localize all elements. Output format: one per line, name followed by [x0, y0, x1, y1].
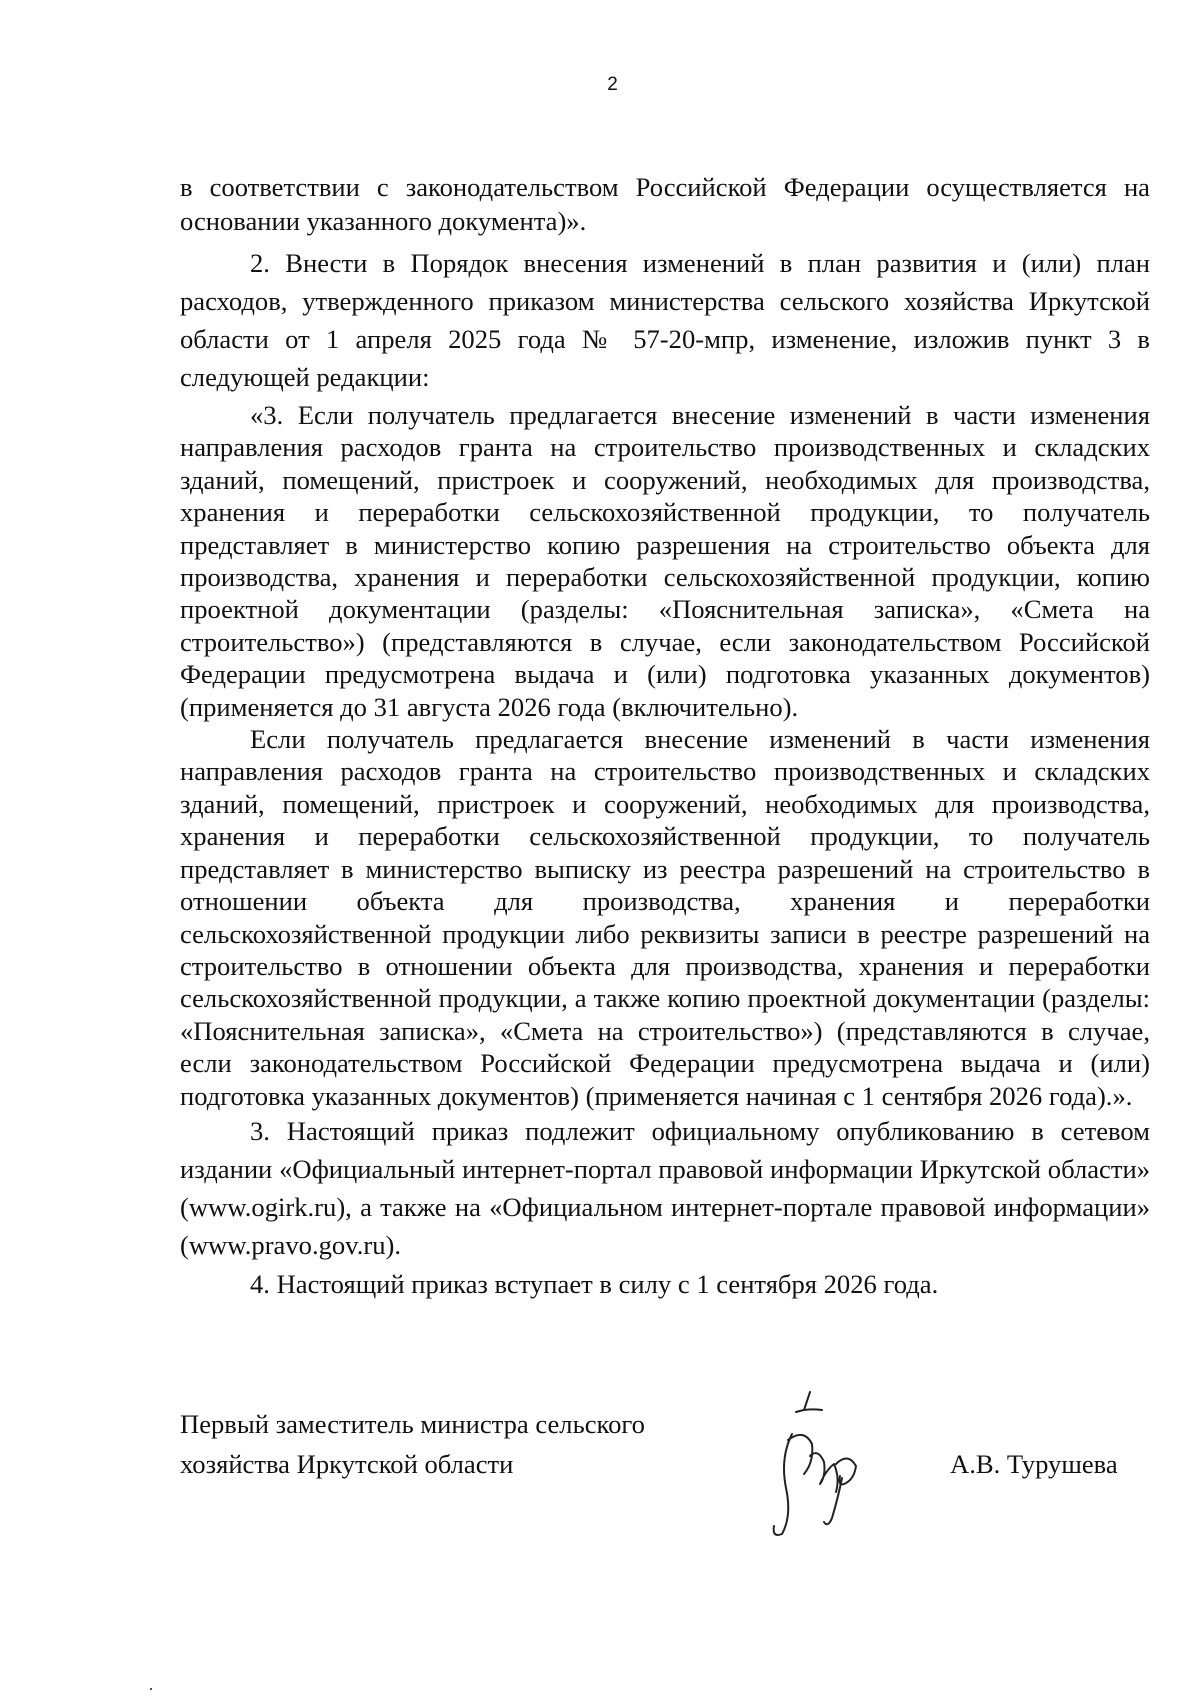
- page-number: 2: [607, 74, 618, 95]
- paragraph-quoted-item-3-part-2: Если получатель предлагается внесение изменений в части изменения направления расходов гранта на строительство производственных и складских зданий, помещений, пристроек и сооружений, необходимых для производства, хранения и переработки сельскохозяйственной продукции, то получатель представляет в министерство выписку из реестра разрешений на строительство в отношении объекта для производства, хранения и переработки сельскохозяйственной продукции либо реквизиты записи в реестре разрешений на строительство в отношении объекта для производства, хранения и переработки сельскохозяйственной продукции, а также копию проектной документации (разделы: «Пояснительная записка», «Смета на строительство») (представляются в случае, если законодательством Российской Федерации предусмотрена выдача и (или) подготовка указанных документов) (применяется начиная с 1 сентября 2026 года).».: [180, 724, 1150, 1111]
- signatory-position-line-2: хозяйства Иркутской области: [180, 1449, 514, 1479]
- signatory-position-line-1: Первый заместитель министра сельского: [180, 1409, 645, 1439]
- paragraph-item-3: 3. Настоящий приказ подлежит официальному опубликованию в сетевом издании «Официальный интернет-портал правовой информации Иркутской области» (www.ogirk.ru), а также на «Официальном интернет-портале правовой информации» (www.pravo.gov.ru).: [180, 1115, 1150, 1260]
- handwritten-signature: [752, 1388, 870, 1538]
- signatory-position: [180, 1404, 645, 1484]
- scan-artifact: [150, 1688, 152, 1690]
- paragraph-item-4: 4. Настоящий приказ вступает в силу с 1 сентября 2026 года.: [250, 1268, 939, 1299]
- document-body: [180, 170, 1150, 1304]
- signatory-name: А.В. Турушева: [950, 1449, 1118, 1479]
- paragraph-quoted-item-3: «3. Если получатель предлагается внесение изменений в части изменения направления расходов гранта на строительство производственных и складских зданий, помещений, пристроек и сооружений, необходимых для производства, хранения и переработки сельскохозяйственной продукции, то получатель представляет в министерство копию разрешения на строительство объекта для производства, хранения и переработки сельскохозяйственной продукции, копию проектной документации (разделы: «Пояснительная записка», «Смета на строительство») (представляются в случае, если законодательством Российской Федерации предусмотрена выдача и (или) подготовка указанных документов) (применяется до 31 августа 2026 года (включительно).: [180, 400, 1150, 722]
- paragraph-item-2: 2. Внести в Порядок внесения изменений в план развития и (или) план расходов, утвержденного приказом министерства сельского хозяйства Иркутской области от 1 апреля 2025 года № 57-20-мпр, изменение, изложив пункт 3 в следующей редакции:: [180, 248, 1150, 392]
- paragraph-continuation: в соответствии с законодательством Российской Федерации осуществляется на основании указанного документа)».: [180, 172, 1150, 236]
